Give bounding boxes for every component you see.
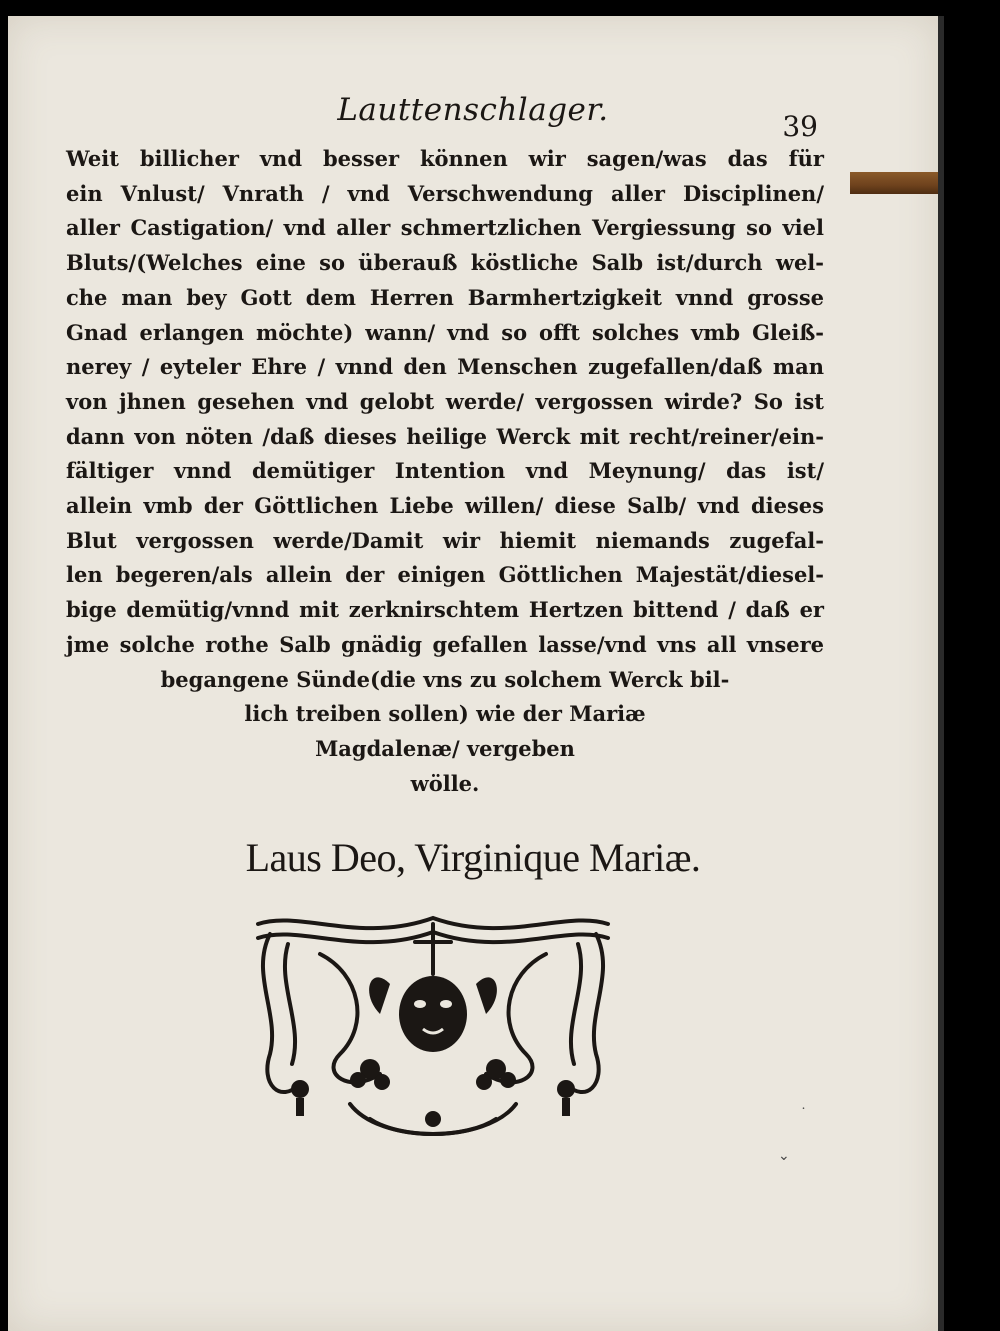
colophon: Laus Deo, Virginique Mariæ. [245,835,701,880]
book-page [8,16,938,1331]
text-line: Bluts/(Welches eine so überauß köstliche Salb ist/durch wel- [66,250,824,276]
text-line: dann von nöten /daß dieses heilige Werck mit recht/reiner/ein- [66,423,824,449]
text-line: nerey / eyteler Ehre / vnnd den Menschen zugefallen/daß man [66,354,824,380]
text-line: Gnad erlangen möchte) wann/ vnd so offt solches vmb Gleiß- [66,319,824,345]
speck-mark: ˙ [800,1106,807,1122]
text-line: Weit billicher vnd besser können wir sagen/was das für [66,146,824,171]
text-line: Blut vergossen werde/Damit wir hiemit niemands zugefal- [66,527,824,553]
text-line: bige demütig/vnnd mit zerknirschtem Hertzen bittend / daß er [66,597,824,623]
bookmark-tab [850,172,938,194]
closing-line: lich treiben sollen) wie der Mariæ [244,701,646,727]
running-head: Lauttenschlager. [337,92,609,128]
strapwork-vignette-ornament-icon [240,904,626,1154]
page-number: 39 [782,110,818,143]
text-line: len begeren/als allein der einigen Göttlichen Majestät/diesel- [66,562,824,588]
scan-edge [938,16,944,1331]
text-line: allein vmb der Göttlichen Liebe willen/ diese Salb/ vnd dieses [66,493,824,519]
text-line: ein Vnlust/ Vnrath / vnd Verschwendung aller Disciplinen/ [66,180,824,206]
text-line: che man bey Gott dem Herren Barmhertzigkeit vnnd grosse [66,284,824,310]
text-line: jme solche rothe Salb gnädig gefallen lasse/vnd vns all vnsere [66,631,824,657]
body-text [66,142,824,801]
closing-line: Magdalenæ/ vergeben [315,735,575,761]
text-line: fältiger vnnd demütiger Intention vnd Meynung/ das ist/ [66,458,824,484]
speck-mark: ⌄ [778,1148,790,1164]
closing-line: wölle. [410,770,480,796]
closing-line: begangene Sünde(die vns zu solchem Werck bil- [160,666,730,692]
text-line: aller Castigation/ vnd aller schmertzlichen Vergiessung so viel [66,215,824,241]
text-line: von jhnen gesehen vnd gelobt werde/ vergossen wirde? So ist [66,388,824,414]
